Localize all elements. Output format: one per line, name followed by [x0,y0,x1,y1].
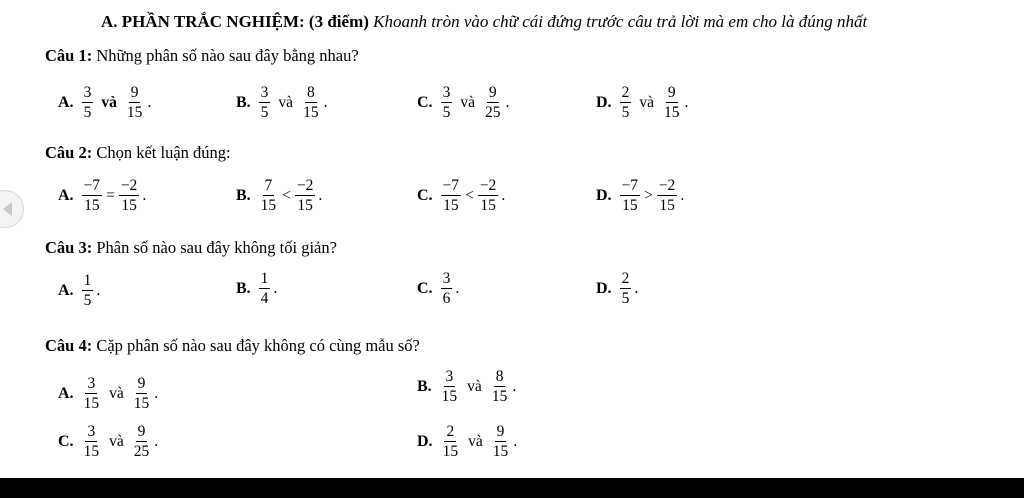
period: . [680,186,685,204]
bottom-black-bar [0,478,1024,498]
fraction: $\frac{1}{4}$ [260,270,269,307]
q1-option-d[interactable] [596,84,688,121]
period: . [512,377,517,395]
option-letter: C. [417,186,433,204]
fraction: $\frac{-7}{15}$ [83,177,101,214]
q4-option-b[interactable] [417,368,516,405]
period: . [513,432,518,450]
relation-sign: > [644,186,653,204]
chevron-left-icon [3,202,12,216]
question-1 [45,46,359,66]
option-letter: B. [236,186,251,204]
question-3 [45,238,337,258]
option-letter: A. [58,186,74,204]
q2-option-d[interactable] [596,177,684,214]
option-connector: và [109,384,124,402]
option-letter: C. [58,432,74,450]
period: . [154,384,159,402]
fraction: $\frac{2}{5}$ [621,84,630,121]
option-connector: và [101,93,117,111]
option-connector: và [468,432,483,450]
period: . [323,93,328,111]
fraction: $\frac{-2}{15}$ [658,177,676,214]
period: . [634,279,639,297]
fraction: $\frac{2}{5}$ [621,270,630,307]
fraction: $\frac{-7}{15}$ [442,177,460,214]
option-letter: D. [596,93,612,111]
q4-option-d[interactable] [417,423,517,460]
q2-option-c[interactable] [417,177,505,214]
period: . [318,186,323,204]
question-text: Phân số nào sau đây không tối giản? [96,238,337,257]
fraction: $\frac{-2}{15}$ [479,177,497,214]
option-connector: và [467,377,482,395]
q3-option-a[interactable] [58,272,100,309]
side-collapse-tab[interactable] [0,190,24,228]
q2-option-b[interactable] [236,177,322,214]
option-connector: và [460,93,475,111]
q4-option-c[interactable] [58,423,158,460]
question-text: Cặp phân số nào sau đây không có cùng mẫu số? [96,336,420,355]
relation-sign: < [282,186,291,204]
fraction: $\frac{8}{15}$ [491,368,508,405]
question-4 [45,336,420,356]
fraction: $\frac{9}{25}$ [133,423,150,460]
option-letter: B. [236,93,251,111]
period: . [501,186,506,204]
question-label: Câu 1: [45,46,93,65]
option-letter: C. [417,93,433,111]
question-text: Chọn kết luận đúng: [96,143,231,162]
q2-option-a[interactable] [58,177,146,214]
fraction: $\frac{8}{15}$ [303,84,319,121]
question-label: Câu 4: [45,336,93,355]
relation-sign: = [106,186,115,204]
option-letter: B. [236,279,251,297]
q1-option-c[interactable] [417,84,509,121]
option-letter: D. [417,432,433,450]
period: . [455,279,460,297]
fraction: $\frac{-7}{15}$ [621,177,639,214]
fraction: $\frac{2}{15}$ [442,423,459,460]
section-instruction: Khoanh tròn vào chữ cái đứng trước câu trả lời mà em cho là đúng nhất [373,12,868,31]
option-letter: A. [58,384,74,402]
q3-option-b[interactable] [236,270,277,307]
question-label: Câu 3: [45,238,93,257]
option-letter: D. [596,279,612,297]
fraction: $\frac{9}{25}$ [484,84,501,121]
option-letter: A. [58,281,74,299]
fraction: $\frac{3}{5}$ [83,84,92,121]
option-letter: D. [596,186,612,204]
period: . [96,281,101,299]
period: . [505,93,510,111]
question-2 [45,143,231,163]
q3-option-c[interactable] [417,270,459,307]
option-connector: và [278,93,294,111]
fraction: $\frac{-2}{15}$ [120,177,138,214]
fraction: $\frac{9}{15}$ [663,84,680,121]
q3-option-d[interactable] [596,270,638,307]
option-letter: C. [417,279,433,297]
q1-option-a[interactable] [58,84,151,121]
q1-option-b[interactable] [236,84,328,121]
section-title: A. PHẦN TRẮC NGHIỆM: (3 điểm) [101,12,369,31]
fraction: $\frac{3}{15}$ [441,368,458,405]
fraction: $\frac{9}{15}$ [126,84,143,121]
fraction: $\frac{9}{15}$ [492,423,509,460]
fraction: $\frac{1}{5}$ [83,272,92,309]
period: . [154,432,159,450]
section-header [101,12,867,32]
relation-sign: < [465,186,474,204]
fraction: $\frac{-2}{15}$ [296,177,314,214]
fraction: $\frac{3}{5}$ [260,84,269,121]
fraction: $\frac{3}{15}$ [83,375,100,412]
option-letter: B. [417,377,432,395]
option-letter: A. [58,93,74,111]
fraction: $\frac{3}{5}$ [442,84,451,121]
option-connector: và [109,432,124,450]
fraction: $\frac{3}{15}$ [83,423,100,460]
period: . [684,93,689,111]
option-connector: và [639,93,654,111]
period: . [147,93,152,111]
q4-option-a[interactable] [58,375,158,412]
question-text: Những phân số nào sau đây bằng nhau? [96,46,359,65]
period: . [142,186,147,204]
fraction: $\frac{3}{6}$ [442,270,451,307]
period: . [273,279,278,297]
fraction: $\frac{7}{15}$ [260,177,277,214]
fraction: $\frac{9}{15}$ [133,375,150,412]
question-label: Câu 2: [45,143,93,162]
